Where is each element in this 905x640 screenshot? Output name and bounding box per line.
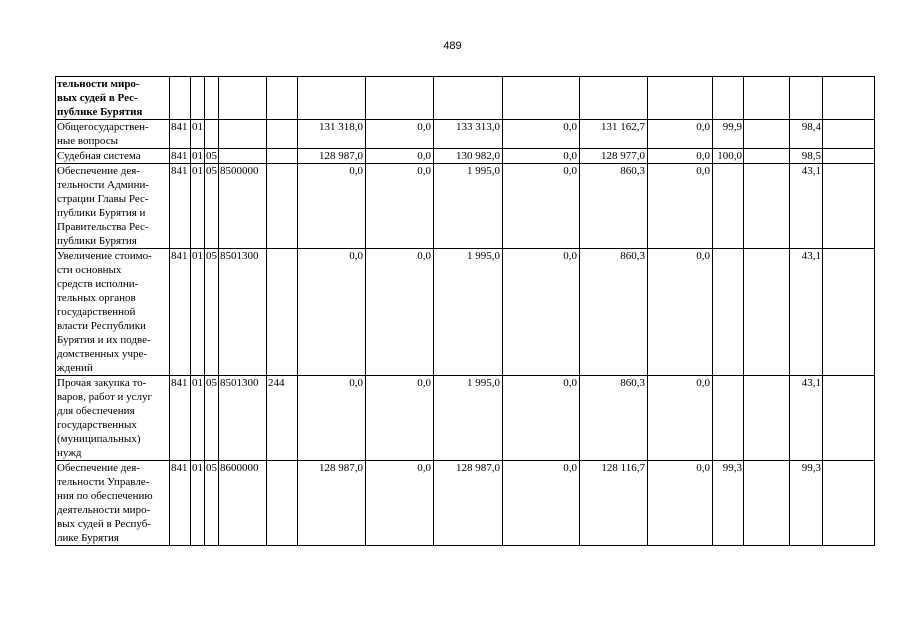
cell-v6	[648, 77, 713, 120]
cell-p3: 98,4	[790, 120, 823, 149]
cell-name: Прочая закупка то- варов, работ и услуг для обеспечения государственных (муниципальных) нужд	[56, 376, 170, 461]
cell-c3: 05	[206, 150, 217, 162]
cell-v2: 0,0	[366, 376, 434, 461]
cell-v1: 131 318,0	[298, 120, 366, 149]
cell-p3: 43,1	[790, 376, 823, 461]
empty-cell	[744, 376, 790, 461]
cell-p1	[713, 376, 744, 461]
cell-v4: 0,0	[503, 376, 580, 461]
cell-c4: 8501300	[219, 249, 267, 376]
cell-c3: 05	[205, 164, 219, 249]
table-row	[56, 164, 875, 249]
cell-c5	[267, 249, 298, 376]
empty-cell	[744, 249, 790, 376]
cell-v2: 0,0	[366, 249, 434, 376]
cell-v1: 128 987,0	[298, 149, 366, 164]
cell-v3: 130 982,0	[434, 149, 503, 164]
empty-cell	[823, 149, 875, 164]
table-row	[56, 376, 875, 461]
empty-cell	[823, 376, 875, 461]
cell-v5: 860,3	[580, 164, 648, 249]
cell-v5: 128 977,0	[580, 149, 648, 164]
budget-table	[55, 76, 875, 546]
cell-v5: 131 162,7	[580, 120, 648, 149]
cell-v6: 0,0	[648, 461, 713, 546]
cell-p3: 43,1	[790, 249, 823, 376]
cell-v4: 0,0	[503, 164, 580, 249]
empty-cell	[744, 164, 790, 249]
table-row	[56, 120, 875, 149]
cell-c5	[267, 120, 298, 149]
cell-v2	[366, 77, 434, 120]
cell-v3: 128 987,0	[434, 461, 503, 546]
cell-v2: 0,0	[366, 120, 434, 149]
cell-c4: 8500000	[219, 164, 267, 249]
cell-v1: 0,0	[298, 164, 366, 249]
cell-c5: 244	[267, 376, 298, 461]
cell-v4: 0,0	[503, 461, 580, 546]
cell-v3: 1 995,0	[434, 376, 503, 461]
cell-c3	[205, 120, 219, 149]
cell-v4: 0,0	[503, 249, 580, 376]
cell-v4: 0,0	[503, 149, 580, 164]
cell-name: Увеличение стоимо- сти основных средств исполни- тельных органов государственной власти Республики Бурятия и их подве- домственных учре- ждений	[56, 249, 170, 376]
cell-c3	[205, 77, 219, 120]
cell-v6: 0,0	[648, 376, 713, 461]
cell-c4	[219, 77, 267, 120]
cell-c2: 01	[191, 164, 205, 249]
cell-v5: 128 116,7	[580, 461, 648, 546]
empty-cell	[823, 164, 875, 249]
cell-c4	[219, 149, 267, 164]
empty-cell	[823, 461, 875, 546]
cell-c1: 841	[170, 120, 191, 149]
cell-v5: 860,3	[580, 249, 648, 376]
cell-v1: 128 987,0	[298, 461, 366, 546]
cell-p3: 98,5	[790, 149, 823, 164]
cell-v3: 1 995,0	[434, 164, 503, 249]
cell-v3: 1 995,0	[434, 249, 503, 376]
cell-c2: 01	[191, 376, 205, 461]
cell-v6: 0,0	[648, 149, 713, 164]
cell-v2: 0,0	[366, 149, 434, 164]
table-row	[56, 461, 875, 546]
cell-c2	[191, 77, 205, 120]
cell-c1	[170, 77, 191, 120]
cell-c5	[267, 77, 298, 120]
cell-c2: 01	[191, 120, 205, 149]
cell-v1	[298, 77, 366, 120]
cell-v5: 860,3	[580, 376, 648, 461]
cell-v3: 133 313,0	[434, 120, 503, 149]
cell-c5	[267, 461, 298, 546]
empty-cell	[744, 77, 790, 120]
cell-p1	[713, 249, 744, 376]
cell-p3: 99,3	[790, 461, 823, 546]
empty-cell	[823, 249, 875, 376]
cell-p1	[713, 164, 744, 249]
cell-p3: 43,1	[790, 164, 823, 249]
cell-p1: 99,9	[713, 120, 744, 149]
cell-p1	[713, 77, 744, 120]
cell-name: Обеспечение дея- тельности Управле- ния по обеспечению деятельности миро- вых судей в Респуб- лике Бурятия	[56, 461, 170, 546]
cell-c1: 841	[170, 461, 191, 546]
table-row	[56, 249, 875, 376]
cell-v1: 0,0	[298, 249, 366, 376]
cell-v4: 0,0	[503, 120, 580, 149]
cell-v5	[580, 77, 648, 120]
cell-c5	[267, 164, 298, 249]
cell-v4	[503, 77, 580, 120]
cell-name: Обеспечение дея- тельности Админи- страции Главы Рес- публики Бурятия и Правительства Рес- публики Бурятия	[56, 164, 170, 249]
cell-p3	[790, 77, 823, 120]
cell-c2: 01	[191, 461, 205, 546]
cell-c3: 05	[205, 461, 219, 546]
table-row	[56, 149, 875, 164]
empty-cell	[823, 77, 875, 120]
cell-v3	[434, 77, 503, 120]
cell-c1: 841	[170, 164, 191, 249]
empty-cell	[823, 120, 875, 149]
cell-name: Судебная система	[56, 149, 170, 164]
table-row	[56, 77, 875, 120]
cell-p1: 100,0	[713, 149, 744, 164]
cell-v1: 0,0	[298, 376, 366, 461]
table-body	[56, 77, 875, 546]
cell-c4: 8600000	[219, 461, 267, 546]
cell-v2: 0,0	[366, 164, 434, 249]
cell-c5	[267, 149, 298, 164]
cell-c1: 841	[170, 149, 191, 164]
empty-cell	[744, 461, 790, 546]
cell-c2: 01	[191, 249, 205, 376]
page-number: 489	[443, 40, 462, 52]
cell-c1: 841	[170, 376, 191, 461]
cell-c2: 01	[192, 150, 203, 162]
cell-name: Общегосударствен- ные вопросы	[56, 120, 170, 149]
cell-c4	[219, 120, 267, 149]
cell-v2: 0,0	[366, 461, 434, 546]
cell-c3: 05	[205, 376, 219, 461]
empty-cell	[744, 120, 790, 149]
cell-c1: 841	[170, 249, 191, 376]
cell-v6: 0,0	[648, 164, 713, 249]
cell-v6: 0,0	[648, 120, 713, 149]
empty-cell	[744, 149, 790, 164]
cell-p1: 99,3	[713, 461, 744, 546]
cell-c4: 8501300	[219, 376, 267, 461]
cell-v6: 0,0	[648, 249, 713, 376]
cell-c3: 05	[205, 249, 219, 376]
cell-name: тельности миро- вых судей в Рес- публике Бурятия	[56, 77, 170, 120]
